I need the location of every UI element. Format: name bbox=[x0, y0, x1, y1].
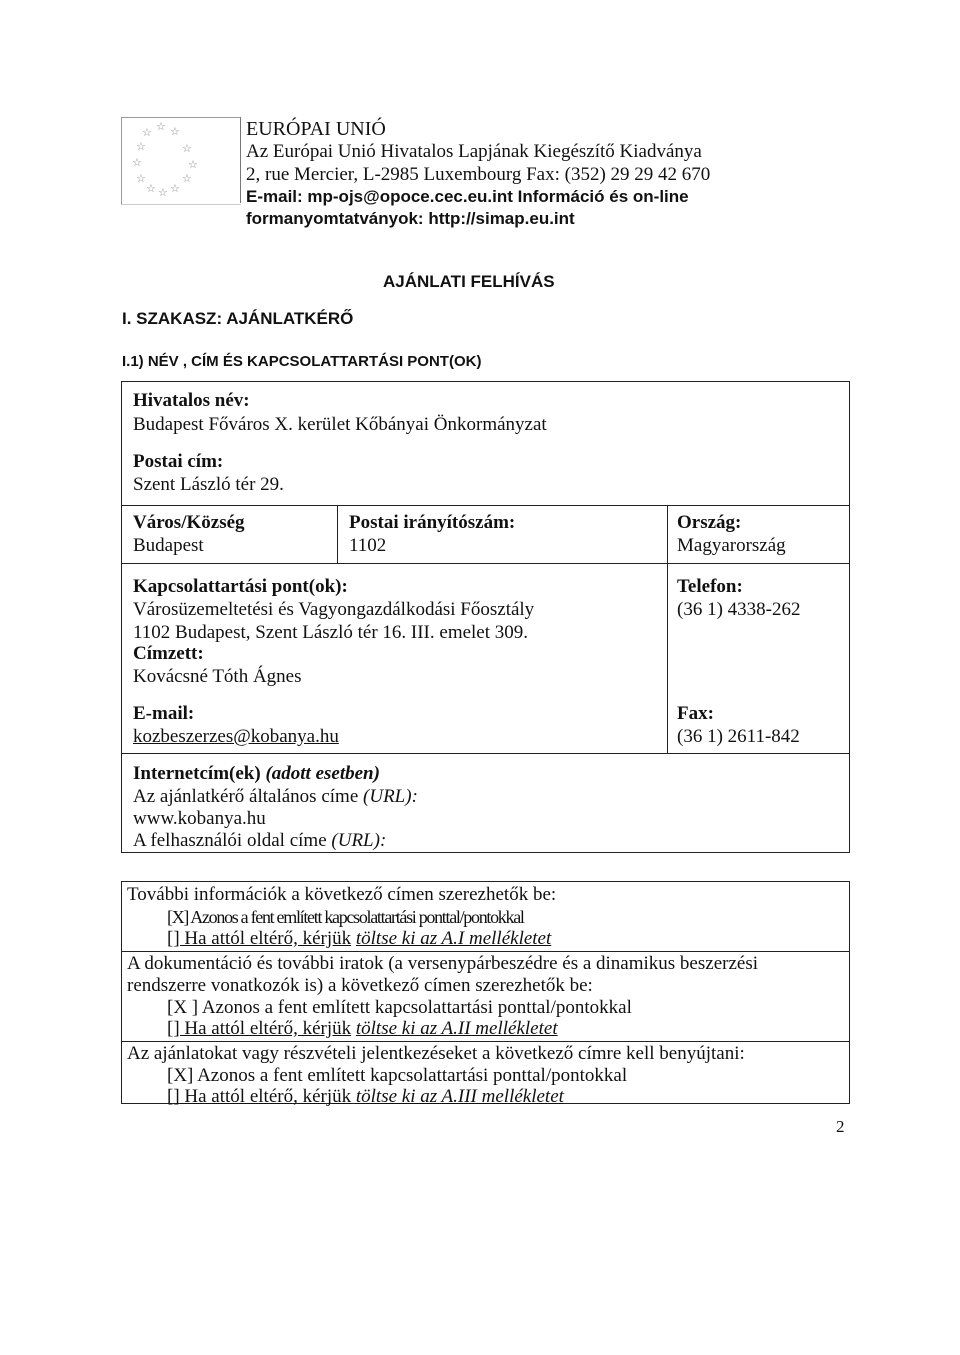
star-icon: ☆ bbox=[156, 121, 166, 133]
contact-points-value-2: 1102 Budapest, Szent László tér 16. III. emelet 309. bbox=[133, 622, 529, 643]
star-icon: ☆ bbox=[182, 143, 192, 155]
further-info-divider bbox=[121, 951, 849, 952]
internet-label-text: Internetcím(ek) bbox=[133, 763, 261, 784]
header-line-4: formanyomtatványok: http://simap.eu.int bbox=[246, 209, 575, 228]
submission-option-same[interactable]: [X] Azonos a fent említett kapcsolattartási ponttal/pontokkal bbox=[167, 1065, 628, 1086]
url-tag: (URL): bbox=[331, 830, 387, 851]
contact-box-column-rule bbox=[337, 505, 338, 564]
further-info-divider bbox=[121, 1041, 849, 1042]
option-other-annex: töltse ki az A.I mellékletet bbox=[355, 928, 552, 949]
documents-title-2: rendszerre vonatkozók is) a következő címen szerezhetők be: bbox=[127, 975, 593, 996]
attention-label: Címzett: bbox=[133, 643, 204, 664]
star-icon: ☆ bbox=[146, 183, 156, 195]
town-label: Város/Község bbox=[133, 512, 245, 533]
header-divider bbox=[240, 117, 241, 203]
phone-value: (36 1) 4338-262 bbox=[677, 599, 801, 620]
eu-org-name: EURÓPAI UNIÓ bbox=[246, 118, 386, 140]
official-name-label: Hivatalos név: bbox=[133, 390, 250, 411]
fax-value: (36 1) 2611-842 bbox=[677, 726, 800, 747]
contact-box-column-rule bbox=[667, 505, 668, 754]
country-label: Ország: bbox=[677, 512, 742, 533]
star-icon: ☆ bbox=[136, 141, 146, 153]
further-info-title: További információk a következő címen szerezhetők be: bbox=[127, 884, 557, 905]
option-other-annex: töltse ki az A.III mellékletet bbox=[355, 1086, 564, 1107]
contact-points-label: Kapcsolattartási pont(ok): bbox=[133, 576, 348, 597]
postal-code-value: 1102 bbox=[349, 535, 387, 556]
star-icon: ☆ bbox=[132, 157, 142, 169]
submission-title: Az ajánlatokat vagy részvételi jelentkezéseket a következő címre kell benyújtani: bbox=[127, 1043, 745, 1064]
star-icon: ☆ bbox=[188, 159, 198, 171]
section-title: I. SZAKASZ: AJÁNLATKÉRŐ bbox=[122, 309, 354, 328]
document-title: AJÁNLATI FELHÍVÁS bbox=[383, 272, 555, 291]
further-info-option-other[interactable] bbox=[167, 928, 551, 950]
header-line-2: 2, rue Mercier, L-2985 Luxembourg Fax: (352) 29 29 42 670 bbox=[246, 164, 711, 185]
documents-option-same[interactable]: [X ] Azonos a fent említett kapcsolattartási ponttal/pontokkal bbox=[167, 997, 632, 1018]
email-label: E-mail: bbox=[133, 703, 195, 724]
contact-points-value-1: Városüzemeltetési és Vagyongazdálkodási Főosztály bbox=[133, 599, 535, 620]
general-address-value[interactable]: www.kobanya.hu bbox=[133, 808, 266, 829]
country-value: Magyarország bbox=[677, 535, 786, 556]
postal-address-label: Postai cím: bbox=[133, 451, 224, 472]
documents-option-other[interactable] bbox=[167, 1018, 558, 1040]
documents-title-1: A dokumentáció és további iratok (a versenypárbeszédre és a dinamikus beszerzési bbox=[127, 953, 758, 974]
further-info-option-same[interactable]: [X] Azonos a fent említett kapcsolattartási ponttal/pontokkal bbox=[167, 907, 524, 927]
contact-box-divider bbox=[121, 505, 849, 506]
buyer-profile-label-text: A felhasználói oldal címe bbox=[133, 830, 327, 851]
star-icon: ☆ bbox=[142, 127, 152, 139]
star-icon: ☆ bbox=[170, 183, 180, 195]
internet-label bbox=[133, 763, 380, 785]
star-icon: ☆ bbox=[158, 187, 168, 199]
contact-box-divider bbox=[121, 563, 849, 564]
star-icon: ☆ bbox=[182, 173, 192, 185]
header-line-1: Az Európai Unió Hivatalos Lapjának Kiegészítő Kiadványa bbox=[246, 141, 702, 162]
submission-option-other[interactable] bbox=[167, 1086, 564, 1108]
fax-label: Fax: bbox=[677, 703, 714, 724]
postal-address-value: Szent László tér 29. bbox=[133, 474, 284, 495]
subsection-title: I.1) NÉV , CÍM ÉS KAPCSOLATTARTÁSI PONT(OK) bbox=[122, 353, 482, 370]
attention-value: Kovácsné Tóth Ágnes bbox=[133, 666, 302, 687]
general-address-label bbox=[133, 786, 418, 808]
option-other-prefix: [] Ha attól eltérő, kérjük bbox=[167, 1086, 352, 1107]
star-icon: ☆ bbox=[170, 126, 180, 138]
contact-box-divider bbox=[121, 753, 849, 754]
phone-label: Telefon: bbox=[677, 576, 743, 597]
url-tag: (URL): bbox=[363, 786, 418, 807]
town-value: Budapest bbox=[133, 535, 204, 556]
internet-label-note: (adott esetben) bbox=[265, 763, 380, 784]
option-other-prefix: [] Ha attól eltérő, kérjük bbox=[167, 1018, 352, 1039]
official-name-value: Budapest Főváros X. kerület Kőbányai Önkormányzat bbox=[133, 414, 547, 435]
option-other-annex: töltse ki az A.II mellékletet bbox=[355, 1018, 558, 1039]
page-number: 2 bbox=[836, 1117, 845, 1136]
postal-code-label: Postai irányítószám: bbox=[349, 512, 516, 533]
general-address-label-text: Az ajánlatkérő általános címe bbox=[133, 786, 359, 807]
star-icon: ☆ bbox=[136, 173, 146, 185]
option-other-prefix: [] Ha attól eltérő, kérjük bbox=[167, 928, 352, 949]
buyer-profile-label bbox=[133, 830, 386, 852]
email-link[interactable]: kozbeszerzes@kobanya.hu bbox=[133, 726, 339, 747]
eu-emblem-icon bbox=[121, 117, 241, 205]
header-line-3: E-mail: mp-ojs@opoce.cec.eu.int Információ és on-line bbox=[246, 187, 689, 206]
